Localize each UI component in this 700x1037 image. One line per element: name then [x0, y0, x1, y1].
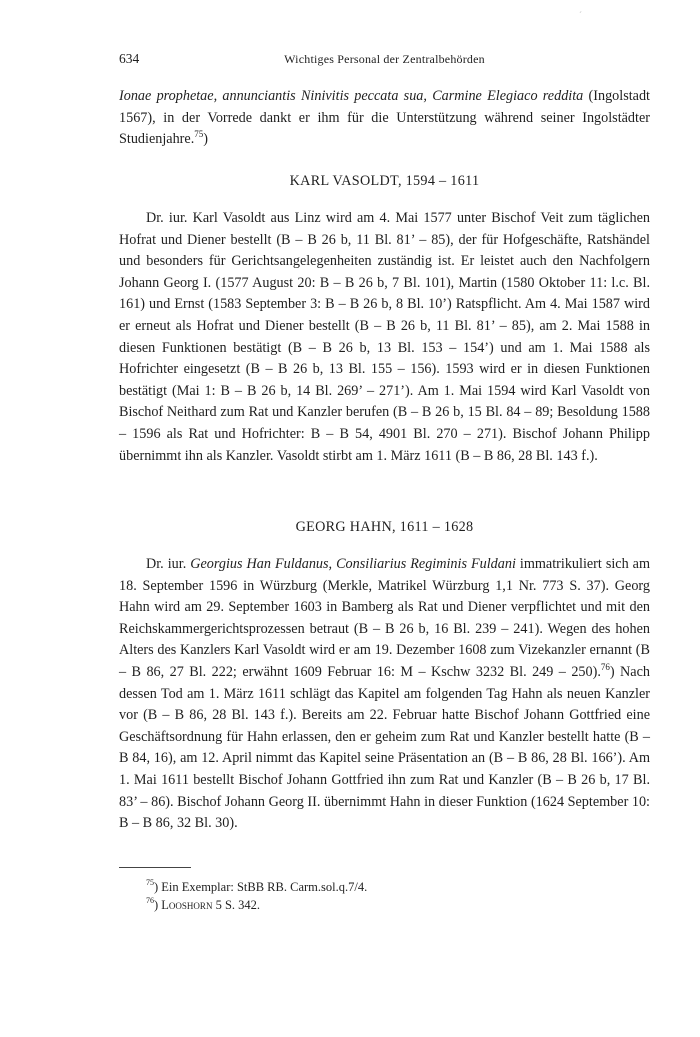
footnote-number: 76 [146, 896, 154, 905]
vasoldt-text: Dr. iur. Karl Vasoldt aus Linz wird am 4. Mai 1577 unter Bischof Veit zum täglichen Hofrat und Diener bestellt (B – B 26 b, 11 Bl. 81’ – 85), der für Hofgeschäfte, Ratshändel und besonders für Gerichtsangelegenheiten zuständig ist. Er leistet auch den Nachfolgern Johann Georg I. (1577 August 20: B – B 26 b, 7 Bl. 101), Martin (1580 Oktober 11: l.c. Bl. 161) und Ernst (1583 September 3: B – B 26 b, 8 Bl. 10’) Ratspflicht. Am 4. Mai 1587 wird er erneut als Hofrat und Diener bestellt (B – B 26 b, 11 Bl. 81’ – 85), am 2. Mai 1588 in diesen Funktionen bestätigt (B – B 26 b, 13 Bl. 153 – 154’) und am 1. Mai 1588 als Hofrichter eingesetzt (B – B 26 b, 13 Bl. 155 – 156). 1593 wird er in diesen Funktionen bestätigt (Mai 1: B – B 26 b, 14 Bl. 269’ – 271’). Am 1. Mai 1594 wird Karl Vasoldt von Bischof Neithard zum Rat und Kanzler berufen (B – B 26 b, 15 Bl. 84 – 89; Besoldung 1588 – 1596 als Rat und Hofrichter: B – B 54, 4901 Bl. 270 – 271). Bischof Johann Philipp übernimmt ihn als Kanzler. Vasoldt stirbt am 1. März 1611 (B – B 86, 28 Bl. 143 f.). [119, 210, 650, 464]
footnote-75 [146, 880, 367, 895]
footnote-text: ) Ein Exemplar: StBB RB. Carm.sol.q.7/4. [154, 880, 368, 894]
hahn-lead: Dr. iur. [146, 556, 191, 572]
footnote-ref-76: 76 [600, 661, 610, 672]
footnote-ref-75: 75 [194, 129, 204, 140]
section-heading-hahn: GEORG HAHN, 1611 – 1628 [295, 519, 474, 535]
scan-mark: ˊ [579, 10, 582, 20]
page-number: 634 [119, 51, 140, 66]
footnote-76: $^{76}$) Looshorn 5 S. 342. [146, 896, 261, 912]
section-heading-vasoldt: KARL VASOLDT, 1594 – 1611 [289, 173, 480, 189]
footnote-author: Looshorn [161, 898, 213, 912]
intro-title-italic: Ionae prophetae, annunciantis Ninivitis peccata sua, Carmine Elegiaco reddita [119, 88, 584, 104]
intro-paragraph [119, 86, 650, 151]
intro-close: ) [203, 131, 208, 148]
hahn-text-1: immatrikuliert sich am 18. September 1596 in Würzburg (Merkle, Matrikel Würzburg 1,1 Nr. 773 S. 37). Georg Hahn wird am 29. September 1603 in Bamberg als Rat und Diener verpflichtet und mit den Reichskammergerichtsprozessen betraut (B – B 26 b, 16 Bl. 239 – 241). Wegen des hohen Alters des Kanzlers Karl Vasoldt wird er am 19. Dezember 1608 zum Vizekanzler ernannt (B – B 86, 27 Bl. 222; erwähnt 1609 Februar 16: M – Kschw 3232 Bl. 249 – 250). [119, 556, 651, 680]
running-title: Wichtiges Personal der Zentralbehörden [284, 52, 485, 66]
footnote-number: 75 [146, 878, 154, 887]
hahn-paragraph [119, 554, 650, 835]
footnote-divider [119, 867, 191, 868]
hahn-text-2: ) Nach dessen Tod am 1. März 1611 schlägt das Kapitel am folgenden Tag Hahn als neuen Kanzler vor (B – B 86, 28 Bl. 143 f.). Bereits am 22. Februar hatte Bischof Johann Gottfried eine Geschäftsordnung für Hahn erlassen, den er geheim zum Rat und Kanzler bestellt hatte (B – B 84, 16), am 12. April nimmt das Kapitel seine Präsentation an (B – B 86, 28 Bl. 166’). Am 1. Mai 1611 bestellt Bischof Johann Gottfried ihn zum Rat und Kanzler (B – B 26 b, 17 Bl. 83’ – 86). Bischof Johann Georg II. übernimmt Hahn in dieser Funktion (1624 September 10: B – B 86, 32 Bl. 30). [119, 663, 650, 832]
footnote-text: 5 S. 342. [212, 898, 261, 912]
hahn-latin-italic: Georgius Han Fuldanus, Consiliarius Regiminis Fuldani [190, 556, 516, 572]
vasoldt-paragraph [119, 208, 650, 467]
intro-text: (Ingolstadt 1567), in der Vorrede dankt er ihm für die Unterstützung während seiner Ingolstädter Studienjahre. [119, 88, 650, 148]
